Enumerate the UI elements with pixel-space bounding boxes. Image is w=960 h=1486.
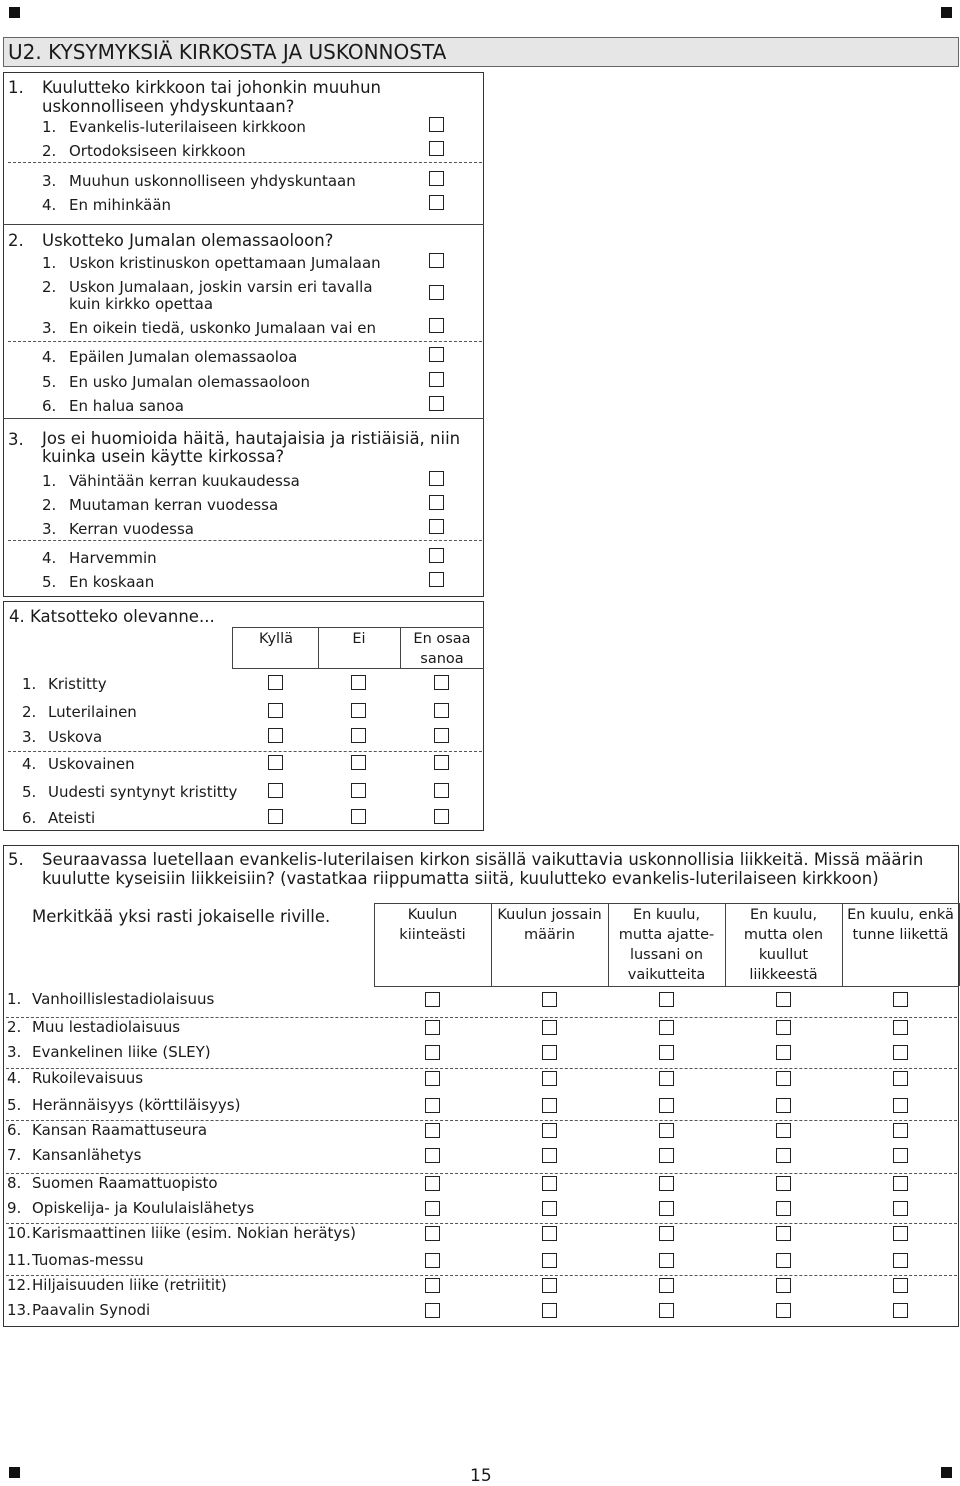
q3-option-label: Kerran vuodessa: [69, 520, 194, 538]
q5-answer-checkbox[interactable]: [542, 1020, 557, 1035]
q5-answer-checkbox[interactable]: [659, 1045, 674, 1060]
q5-answer-checkbox[interactable]: [893, 1176, 908, 1191]
q5-number: 5.: [8, 850, 24, 869]
q5-row-label: Hiljaisuuden liike (retriitit): [32, 1276, 227, 1294]
dashed-separator: [6, 1173, 957, 1174]
q5-answer-checkbox[interactable]: [893, 1071, 908, 1086]
q2-option-label: En usko Jumalan olemassaoloon: [69, 373, 310, 391]
registration-mark: [941, 1467, 952, 1478]
q5-answer-checkbox[interactable]: [659, 1148, 674, 1163]
q5-answer-checkbox[interactable]: [776, 1253, 791, 1268]
registration-mark: [9, 7, 20, 18]
q5-answer-checkbox[interactable]: [425, 1071, 440, 1086]
q5-text: Seuraavassa luetellaan evankelis-luterilaisen kirkon sisällä vaikuttavia uskonnollisia liikkeitä. Missä määrin kuulutte kyseisiin liikkeisiin? (vastatkaa riippumatta siitä, kuulutteko evankelis-luterilaiseen kirkkoon): [42, 850, 924, 888]
q1-option-label: Evankelis-luterilaiseen kirkkoon: [69, 118, 306, 136]
q2-option-checkbox[interactable]: [429, 318, 444, 333]
q5-column-header: Kuulun jossain määrin: [497, 907, 602, 943]
q1-option-label: Muuhun uskonnolliseen yhdyskuntaan: [69, 172, 356, 190]
q5-answer-checkbox[interactable]: [659, 1098, 674, 1113]
q2-option-checkbox[interactable]: [429, 372, 444, 387]
q5-answer-checkbox[interactable]: [542, 1098, 557, 1113]
q5-row-number: 8.: [7, 1174, 22, 1192]
q5-answer-checkbox[interactable]: [776, 1201, 791, 1216]
registration-mark: [941, 7, 952, 18]
q5-row-number: 11.: [7, 1251, 31, 1269]
section-title: U2. KYSYMYKSIÄ KIRKOSTA JA USKONNOSTA: [8, 40, 447, 64]
q5-answer-checkbox[interactable]: [893, 1123, 908, 1138]
q5-answer-checkbox[interactable]: [659, 1020, 674, 1035]
q5-answer-checkbox[interactable]: [776, 1148, 791, 1163]
q5-answer-checkbox[interactable]: [659, 1201, 674, 1216]
q5-answer-checkbox[interactable]: [542, 1278, 557, 1293]
q3-option-label: Muutaman kerran vuodessa: [69, 496, 279, 514]
dashed-separator: [6, 1068, 957, 1069]
q3-text: Jos ei huomioida häitä, hautajaisia ja ristiäisiä, niin kuinka usein käytte kirkossa?: [42, 429, 461, 466]
q4-dont-know-checkbox[interactable]: [434, 809, 449, 824]
q5-answer-checkbox[interactable]: [542, 1123, 557, 1138]
q4-row-number: 1.: [22, 675, 37, 693]
page-number: 15: [470, 1466, 492, 1486]
q5-row-number: 10.: [7, 1224, 31, 1242]
q4-dont-know-checkbox[interactable]: [434, 783, 449, 798]
header-line: [232, 627, 484, 628]
q2-option-label: Epäilen Jumalan olemassaoloa: [69, 348, 298, 366]
q5-row-number: 9.: [7, 1199, 22, 1217]
q5-row-number: 12.: [7, 1276, 31, 1294]
header-line: [232, 627, 233, 668]
q5-answer-checkbox[interactable]: [776, 992, 791, 1007]
q3-option-label: Vähintään kerran kuukaudessa: [69, 472, 300, 490]
q5-answer-checkbox[interactable]: [776, 1226, 791, 1241]
q1-text: Kuulutteko kirkkoon tai johonkin muuhun uskonnolliseen yhdyskuntaan?: [42, 78, 381, 116]
q5-answer-checkbox[interactable]: [425, 1226, 440, 1241]
q5-answer-checkbox[interactable]: [425, 1098, 440, 1113]
q5-answer-checkbox[interactable]: [542, 1253, 557, 1268]
q5-answer-checkbox[interactable]: [659, 1123, 674, 1138]
q4-row-label: Ateisti: [48, 809, 96, 827]
q1-option-checkbox[interactable]: [429, 195, 444, 210]
q5-row-label: Kansan Raamattuseura: [32, 1121, 208, 1139]
q2-option-label: Uskon Jumalaan, joskin varsin eri tavalla kuin kirkko opettaa: [69, 278, 373, 313]
q4-yes-checkbox[interactable]: [268, 809, 283, 824]
q1-option-label: Ortodoksiseen kirkkoon: [69, 142, 246, 160]
q4-yes-checkbox[interactable]: [268, 783, 283, 798]
q2-text: Uskotteko Jumalan olemassaoloon?: [42, 231, 334, 250]
q1-option-number: 3.: [42, 172, 57, 190]
q5-column-header: En kuulu, mutta ajatte- lussani on vaikutteita: [618, 907, 715, 983]
q5-row-number: 3.: [7, 1043, 22, 1061]
q5-answer-checkbox[interactable]: [542, 1303, 557, 1318]
q4-no-checkbox[interactable]: [351, 728, 366, 743]
q5-answer-checkbox[interactable]: [542, 1071, 557, 1086]
q3-option-checkbox[interactable]: [429, 572, 444, 587]
q5-row-label: Karismaattinen liike (esim. Nokian herätys): [32, 1224, 356, 1242]
q5-answer-checkbox[interactable]: [542, 1148, 557, 1163]
q3-option-checkbox[interactable]: [429, 519, 444, 534]
q5-answer-checkbox[interactable]: [893, 1020, 908, 1035]
q4-text: 4. Katsotteko olevanne...: [9, 607, 215, 626]
q5-row-label: Opiskelija- ja Koululaislähetys: [32, 1199, 255, 1217]
q4-row-number: 6.: [22, 809, 37, 827]
q5-answer-checkbox[interactable]: [659, 1071, 674, 1086]
q2-option-checkbox[interactable]: [429, 347, 444, 362]
divider: [3, 418, 484, 419]
header-line: [374, 986, 959, 987]
q4-yes-checkbox[interactable]: [268, 755, 283, 770]
q5-row-label: Tuomas-messu: [32, 1251, 144, 1269]
q5-row-number: 13.: [7, 1301, 31, 1319]
q5-answer-checkbox[interactable]: [425, 1176, 440, 1191]
q4-row-number: 2.: [22, 703, 37, 721]
dashed-separator: [8, 341, 482, 342]
q5-answer-checkbox[interactable]: [542, 1226, 557, 1241]
q5-answer-checkbox[interactable]: [425, 1148, 440, 1163]
q2-option-number: 1.: [42, 254, 57, 272]
q5-answer-checkbox[interactable]: [659, 1278, 674, 1293]
q3-number: 3.: [8, 430, 24, 449]
q5-instruction: Merkitkää yksi rasti jokaiselle riville.: [32, 907, 331, 926]
dashed-separator: [8, 162, 482, 163]
q5-answer-checkbox[interactable]: [776, 1278, 791, 1293]
q5-answer-checkbox[interactable]: [776, 1098, 791, 1113]
q4-col-dont-know: En osaa sanoa: [413, 631, 471, 667]
divider: [3, 224, 484, 225]
q3-option-checkbox[interactable]: [429, 548, 444, 563]
q1-option-checkbox[interactable]: [429, 171, 444, 186]
q5-column-header: En kuulu, mutta olen kuullut liikkeestä: [743, 907, 824, 983]
q4-row-number: 3.: [22, 728, 37, 746]
q4-no-checkbox[interactable]: [351, 703, 366, 718]
q2-option-checkbox[interactable]: [429, 285, 444, 300]
q5-answer-checkbox[interactable]: [776, 1045, 791, 1060]
q5-answer-checkbox[interactable]: [425, 1045, 440, 1060]
q3-option-label: Harvemmin: [69, 549, 157, 567]
q4-yes-checkbox[interactable]: [268, 675, 283, 690]
q5-row-label: Muu lestadiolaisuus: [32, 1018, 181, 1036]
q5-answer-checkbox[interactable]: [893, 1201, 908, 1216]
q3-option-label: En koskaan: [69, 573, 155, 591]
q5-row-label: Vanhoillislestadiolaisuus: [32, 990, 215, 1008]
q4-no-checkbox[interactable]: [351, 755, 366, 770]
q3-option-number: 2.: [42, 496, 57, 514]
q2-option-number: 6.: [42, 397, 57, 415]
dashed-separator: [8, 540, 482, 541]
q2-option-checkbox[interactable]: [429, 253, 444, 268]
q5-row-label: Herännäisyys (körttiläisyys): [32, 1096, 241, 1114]
q5-row-label: Suomen Raamattuopisto: [32, 1174, 218, 1192]
q3-option-number: 5.: [42, 573, 57, 591]
q5-column-header: Kuulun kiinteästi: [399, 907, 466, 943]
q2-option-label: Uskon kristinuskon opettamaan Jumalaan: [69, 254, 381, 272]
q5-answer-checkbox[interactable]: [542, 1045, 557, 1060]
q5-answer-checkbox[interactable]: [893, 1045, 908, 1060]
q3-option-checkbox[interactable]: [429, 495, 444, 510]
q4-dont-know-checkbox[interactable]: [434, 728, 449, 743]
q5-answer-checkbox[interactable]: [893, 1253, 908, 1268]
q4-no-checkbox[interactable]: [351, 783, 366, 798]
q5-answer-checkbox[interactable]: [893, 1226, 908, 1241]
q1-option-number: 2.: [42, 142, 57, 160]
q5-answer-checkbox[interactable]: [776, 1303, 791, 1318]
q4-row-label: Luterilainen: [48, 703, 137, 721]
q4-dont-know-checkbox[interactable]: [434, 703, 449, 718]
q5-answer-checkbox[interactable]: [893, 1148, 908, 1163]
q5-answer-checkbox[interactable]: [425, 1278, 440, 1293]
dashed-separator: [6, 1017, 957, 1018]
q5-answer-checkbox[interactable]: [425, 1020, 440, 1035]
q5-row-number: 7.: [7, 1146, 22, 1164]
dashed-separator: [6, 1275, 957, 1276]
q5-row-number: 5.: [7, 1096, 22, 1114]
q4-yes-checkbox[interactable]: [268, 703, 283, 718]
q4-row-label: Uskova: [48, 728, 103, 746]
q5-answer-checkbox[interactable]: [659, 1176, 674, 1191]
q2-option-label: En oikein tiedä, uskonko Jumalaan vai en: [69, 319, 377, 337]
q1-option-number: 4.: [42, 196, 57, 214]
q5-answer-checkbox[interactable]: [425, 1123, 440, 1138]
q1-option-label: En mihinkään: [69, 196, 172, 214]
q5-answer-checkbox[interactable]: [776, 1123, 791, 1138]
q5-answer-checkbox[interactable]: [659, 1303, 674, 1318]
q3-option-checkbox[interactable]: [429, 471, 444, 486]
q5-row-number: 2.: [7, 1018, 22, 1036]
q2-option-number: 5.: [42, 373, 57, 391]
q1-number: 1.: [8, 78, 24, 97]
q5-answer-checkbox[interactable]: [542, 1201, 557, 1216]
q5-answer-checkbox[interactable]: [425, 1253, 440, 1268]
q4-col-yes: Kyllä: [259, 631, 293, 647]
q5-answer-checkbox[interactable]: [659, 1253, 674, 1268]
q5-row-number: 4.: [7, 1069, 22, 1087]
q5-answer-checkbox[interactable]: [893, 992, 908, 1007]
q5-row-label: Paavalin Synodi: [32, 1301, 151, 1319]
q3-option-number: 3.: [42, 520, 57, 538]
q5-row-number: 1.: [7, 990, 22, 1008]
q5-answer-checkbox[interactable]: [425, 1201, 440, 1216]
q5-answer-checkbox[interactable]: [659, 1226, 674, 1241]
q5-answer-checkbox[interactable]: [425, 1303, 440, 1318]
q5-column-header: En kuulu, enkä tunne liikettä: [847, 907, 954, 943]
q4-no-checkbox[interactable]: [351, 809, 366, 824]
q3-option-number: 1.: [42, 472, 57, 490]
q5-row-label: Evankelinen liike (SLEY): [32, 1043, 211, 1061]
q5-answer-checkbox[interactable]: [542, 992, 557, 1007]
q4-yes-checkbox[interactable]: [268, 728, 283, 743]
q5-answer-checkbox[interactable]: [776, 1071, 791, 1086]
q2-option-number: 3.: [42, 319, 57, 337]
q5-answer-checkbox[interactable]: [893, 1278, 908, 1293]
q2-option-number: 4.: [42, 348, 57, 366]
q5-row-label: Kansanlähetys: [32, 1146, 142, 1164]
q5-answer-checkbox[interactable]: [776, 1176, 791, 1191]
q4-row-label: Kristitty: [48, 675, 107, 693]
q4-row-label: Uskovainen: [48, 755, 135, 773]
q2-option-number: 2.: [42, 278, 57, 296]
q5-answer-checkbox[interactable]: [425, 992, 440, 1007]
dashed-separator: [8, 751, 482, 752]
q1-option-checkbox[interactable]: [429, 117, 444, 132]
q4-no-checkbox[interactable]: [351, 675, 366, 690]
q2-number: 2.: [8, 231, 24, 250]
dashed-separator: [6, 1120, 957, 1121]
q3-option-number: 4.: [42, 549, 57, 567]
q2-option-checkbox[interactable]: [429, 396, 444, 411]
q4-dont-know-checkbox[interactable]: [434, 755, 449, 770]
dashed-separator: [6, 1223, 957, 1224]
q1-option-number: 1.: [42, 118, 57, 136]
q2-option-label: En halua sanoa: [69, 397, 184, 415]
header-line: [374, 903, 959, 904]
q1-option-checkbox[interactable]: [429, 141, 444, 156]
q5-row-number: 6.: [7, 1121, 22, 1139]
q4-row-number: 5.: [22, 783, 37, 801]
q5-answer-checkbox[interactable]: [893, 1098, 908, 1113]
registration-mark: [9, 1467, 20, 1478]
q5-answer-checkbox[interactable]: [776, 1020, 791, 1035]
q4-row-number: 4.: [22, 755, 37, 773]
q5-answer-checkbox[interactable]: [659, 992, 674, 1007]
q4-dont-know-checkbox[interactable]: [434, 675, 449, 690]
q4-col-no: Ei: [352, 631, 366, 647]
q4-row-label: Uudesti syntynyt kristitty: [48, 783, 238, 801]
q5-answer-checkbox[interactable]: [542, 1176, 557, 1191]
q5-answer-checkbox[interactable]: [893, 1303, 908, 1318]
q5-row-label: Rukoilevaisuus: [32, 1069, 144, 1087]
